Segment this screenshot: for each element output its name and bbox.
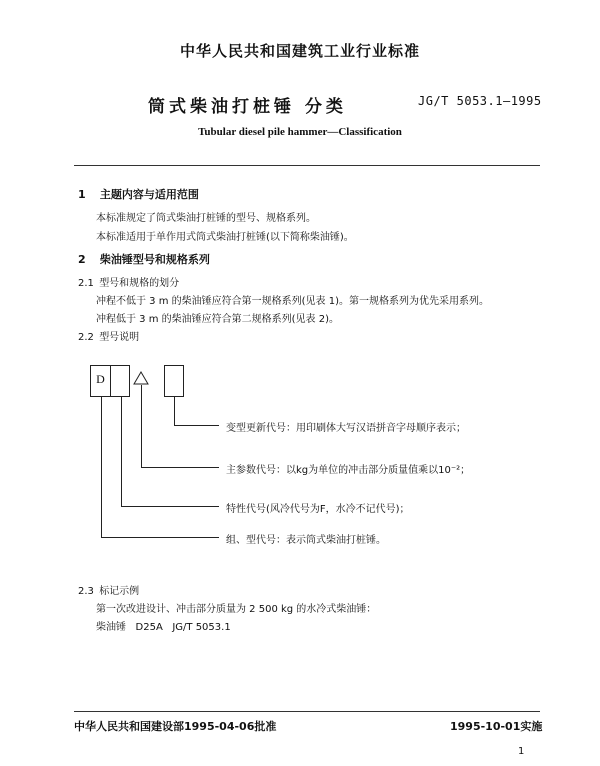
footer-divider (74, 711, 540, 712)
section-2-1-paragraph-1: 冲程不低于 3 m 的柴油锤应符合第一规格系列(见表 1)。第一规格系列为优先采用系列。 (96, 296, 489, 307)
variant-code-box (164, 365, 184, 397)
marking-example: 柴油锤 D25A JG/T 5053.1 (96, 622, 231, 633)
section-2-1-number: 2.1 (78, 278, 94, 289)
param-code-triangle (133, 371, 149, 385)
english-title: Tubular diesel pile hammer—Classification (198, 126, 402, 138)
section-1-heading (78, 186, 199, 202)
approval-date: 中华人民共和国建设部1995-04-06批准 (74, 720, 277, 733)
section-2-3-paragraph: 第一次改进设计、冲击部分质量为 2 500 kg 的水冷式柴油锤： (96, 604, 377, 615)
section-2-1-title: 型号和规格的划分 (99, 278, 180, 289)
group-connector-horizontal (101, 537, 219, 538)
section-2-2-number: 2.2 (78, 332, 94, 343)
page-number: 1 (518, 746, 525, 757)
param-code-label: 主参数代号：以kg为单位的冲击部分质量值乘以10⁻²； (226, 465, 471, 476)
variant-code-label: 变型更新代号：用印刷体大写汉语拼音字母顺序表示； (226, 423, 466, 434)
feature-code-box (110, 365, 130, 397)
section-1-title: 主题内容与适用范围 (99, 188, 199, 201)
section-2-2-title: 型号说明 (99, 332, 140, 343)
variant-connector-horizontal (174, 425, 219, 426)
section-2-2-heading (78, 328, 139, 343)
feature-connector-vertical (121, 397, 122, 507)
implementation-date: 1995-10-01实施 (450, 720, 543, 733)
group-connector-vertical (101, 397, 102, 538)
feature-code-label: 特性代号(风冷代号为F，水冷不记代号)； (226, 504, 410, 515)
section-2-1-heading (78, 274, 179, 289)
standard-number: JG/T 5053.1—1995 (418, 94, 542, 108)
section-2-title: 柴油锤型号和规格系列 (99, 253, 210, 266)
document-title: 筒式柴油打桩锤 分类 (148, 97, 347, 117)
section-1-paragraph-1: 本标准规定了筒式柴油打桩锤的型号、规格系列。 (96, 213, 316, 224)
section-2-number: 2 (78, 253, 86, 266)
section-2-1-paragraph-2: 冲程低于 3 m 的柴油锤应符合第二规格系列(见表 2)。 (96, 314, 339, 325)
section-1-number: 1 (78, 188, 86, 201)
section-2-3-title: 标记示例 (99, 586, 140, 597)
group-code-box (90, 365, 111, 397)
param-connector-horizontal (141, 467, 219, 468)
variant-connector-vertical (174, 397, 175, 426)
feature-connector-horizontal (121, 506, 219, 507)
issuing-org-heading: 中华人民共和国建筑工业行业标准 (179, 42, 420, 60)
section-2-3-number: 2.3 (78, 586, 94, 597)
section-1-paragraph-2: 本标准适用于单作用式筒式柴油打桩锤(以下简称柴油锤)。 (96, 232, 354, 243)
section-2-heading (78, 251, 210, 267)
header-divider (74, 165, 540, 166)
group-code-letter: D (96, 372, 105, 386)
section-2-3-heading (78, 582, 139, 597)
group-code-label: 组、型代号：表示筒式柴油打桩锤。 (226, 535, 386, 546)
param-connector-vertical (141, 385, 142, 468)
